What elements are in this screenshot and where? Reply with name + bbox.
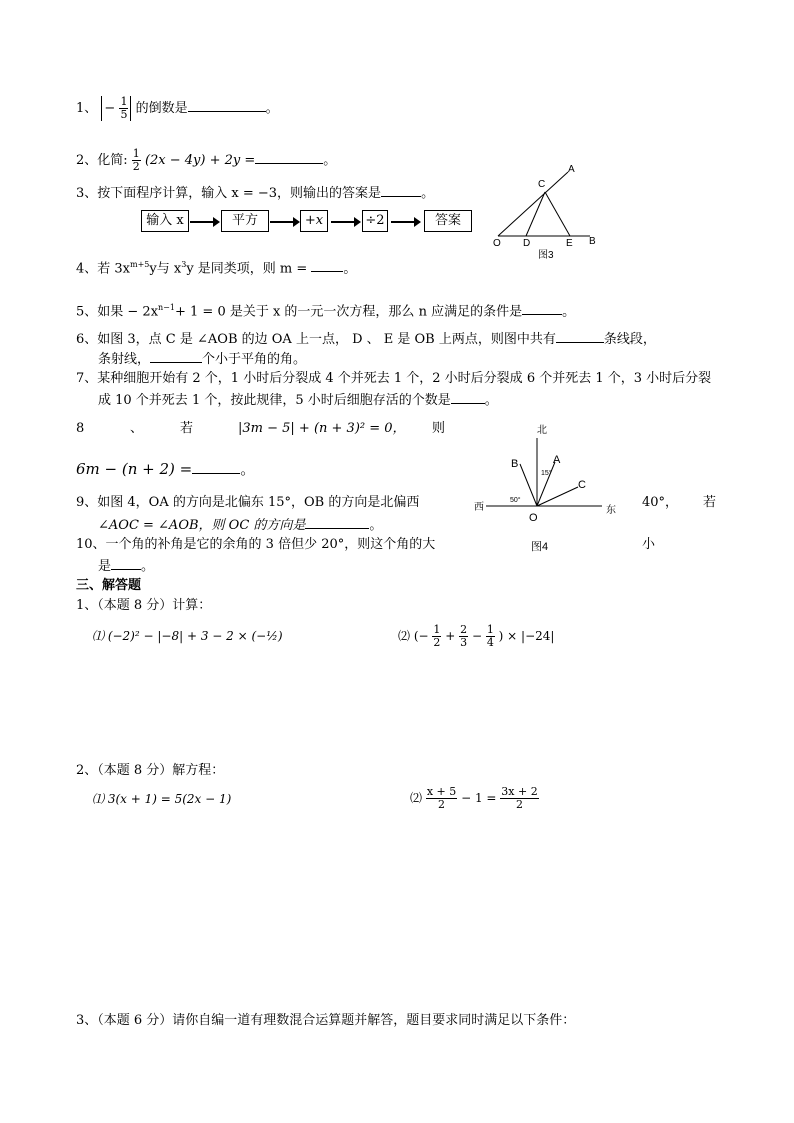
question-9-line2 <box>98 516 382 534</box>
p2b-mid: − 1 = <box>461 791 497 805</box>
problem-3-title: 3、（本题 6 分）请你自编一道有理数混合运算题并解答，题目要求同时满足以下条件： <box>76 1013 576 1028</box>
q4-sup: m+5 <box>130 260 150 269</box>
question-8-line2 <box>76 461 255 477</box>
q8-ruo: 若 <box>180 421 194 436</box>
section-3-heading: 三、解答题 <box>76 578 142 593</box>
flow-arrow-2 <box>270 221 294 223</box>
fig4-caption: 图4 <box>531 541 549 553</box>
question-2 <box>76 148 336 173</box>
fig3-label-B: B <box>589 236 596 247</box>
question-1 <box>76 96 279 121</box>
q2-number: 2、化简: <box>76 153 128 168</box>
p1b-plus: + <box>445 629 456 643</box>
q2-frac-num: 1 <box>132 147 140 160</box>
problem-2-title: 2、（本题 8 分）解方程： <box>76 763 225 778</box>
p1b-frac-1 <box>432 624 441 649</box>
q6-line2a: 条射线， <box>98 352 151 367</box>
question-6-line1 <box>76 330 656 348</box>
q1-frac-num: 1 <box>120 95 128 108</box>
p1b-frac-2 <box>459 624 468 649</box>
problem-2a: ⑴ 3(x + 1) = 5(2x − 1) <box>92 792 232 806</box>
q1-fraction <box>119 96 128 121</box>
flow-square-box: 平方 <box>221 210 269 232</box>
q2-frac-den: 2 <box>132 160 140 173</box>
problem-2b <box>410 786 539 811</box>
fig4-label-B: B <box>511 458 519 470</box>
fig3-label-C: C <box>538 179 546 190</box>
q5-text: 5、如果 − 2x <box>76 304 159 320</box>
q4-answer-blank <box>311 259 343 272</box>
flow-divide-box: ÷2 <box>362 210 388 232</box>
q6-angles-blank <box>150 350 202 363</box>
fig3-caption: 图3 <box>538 250 554 261</box>
q6-line2b: 个小于平角的角。 <box>202 352 307 367</box>
flow-arrow-3 <box>331 221 355 223</box>
flow-arrow-4 <box>391 221 415 223</box>
question-10-line2 <box>98 557 154 575</box>
figure-3 <box>488 160 608 264</box>
q10-xiao: 小 <box>642 537 656 552</box>
problem-1b <box>398 624 554 649</box>
fig3-label-E: E <box>566 238 573 249</box>
q7-answer-blank <box>451 391 485 404</box>
q7-end: 。 <box>484 393 498 408</box>
flow-arrow-1 <box>190 221 214 223</box>
q4-sup2: 3 <box>181 260 187 269</box>
p1b-f3-den: 4 <box>486 636 494 649</box>
p1b-frac-3 <box>486 624 495 649</box>
fig3-label-D: D <box>523 238 531 249</box>
p1b-f2-num: 2 <box>460 623 468 636</box>
q6-segments-blank <box>556 330 604 343</box>
q9-ruo: 若 <box>703 495 717 510</box>
q10-answer-blank <box>111 557 141 570</box>
q5-sup: n−1 <box>158 303 175 312</box>
q5-tail: + 1 = 0 是关于 x 的一元一次方程，那么 n 应满足的条件是 <box>174 304 523 320</box>
q6-line1b: 条线段， <box>603 332 656 347</box>
problem-1a: ⑴ (−2)² − |−8| + 3 − 2 × (−½) <box>92 629 283 643</box>
p1b-f2-den: 3 <box>460 636 468 649</box>
q1-minus: − <box>104 101 116 116</box>
q9-answer-blank <box>305 516 369 529</box>
fig4-angle-15: 15° <box>541 470 552 477</box>
q8-ze: 则 <box>432 421 446 436</box>
q2-end: 。 <box>323 153 337 168</box>
question-9-line1 <box>76 495 419 511</box>
p2b-frac-2 <box>500 786 538 811</box>
fig4-west: 西 <box>474 502 484 513</box>
q2-fraction <box>132 148 141 173</box>
question-7-line2 <box>98 391 498 409</box>
problem-1-title: 1、（本题 8 分）计算： <box>76 598 212 613</box>
p2b-f2-num: 3x + 2 <box>501 785 538 798</box>
q1-absolute-value <box>101 96 131 121</box>
p2b-f2-den: 2 <box>516 798 523 811</box>
q10-line2: 是 <box>98 559 112 574</box>
fig4-north: 北 <box>537 425 547 436</box>
fig4-angle-50: 50° <box>510 497 521 504</box>
p1b-f3-num: 1 <box>486 623 494 636</box>
p1b-minus: − <box>471 629 482 643</box>
q6-line1: 6、如图 3，点 C 是 ∠AOB 的边 OA 上一点， D 、 E 是 OB 上两点，则图中共有 <box>76 332 556 347</box>
fig4-east: 东 <box>606 505 616 516</box>
fig4-label-A: A <box>553 454 561 466</box>
q4-tail: y 是同类项，则 m = <box>186 261 308 277</box>
question-4 <box>76 257 356 277</box>
question-3 <box>76 184 434 202</box>
p2b-f1-den: 2 <box>438 798 446 811</box>
q3-answer-blank <box>381 184 421 197</box>
q3-end: 。 <box>421 186 435 201</box>
figure-4 <box>466 420 616 555</box>
flow-answer-box: 答案 <box>424 210 472 232</box>
p1b-tail: ) × |−24| <box>498 629 555 643</box>
q4-mid: y与 x <box>149 261 182 277</box>
flow-input-box: 输入 x <box>141 210 189 232</box>
fig4-label-C: C <box>578 479 586 491</box>
q1-end: 。 <box>265 101 279 116</box>
q1-number: 1、 <box>76 101 98 116</box>
q8-separator: 、 <box>130 421 144 436</box>
q7-line2: 成 10 个并死去 1 个，按此规律，5 小时后细胞存活的个数是 <box>98 393 451 408</box>
fig4-label-O: O <box>529 512 538 524</box>
q3-text: 3、按下面程序计算，输入 x = −3，则输出的答案是 <box>76 186 382 201</box>
flow-plus-x-box: +x <box>300 210 328 232</box>
q4-text: 4、若 3x <box>76 261 131 277</box>
p1b-prefix: ⑵ (− <box>398 629 429 643</box>
q1-text: 的倒数是 <box>135 101 188 116</box>
q8-answer-blank <box>192 461 240 474</box>
q8-end: 。 <box>240 460 256 478</box>
question-10-line1: 10、一个角的补角是它的余角的 3 倍但少 20°，则这个角的大 <box>76 537 436 552</box>
question-5 <box>76 300 575 320</box>
q2-answer-blank <box>255 151 323 164</box>
p2b-frac-1 <box>426 786 457 811</box>
p2b-f1-num: x + 5 <box>426 785 457 798</box>
p1b-f1-den: 2 <box>433 636 441 649</box>
q9-line1: 9、如图 4，OA 的方向是北偏东 15°，OB 的方向是北偏西 <box>76 495 420 510</box>
q8-expression: |3m − 5| + (n + 3)² = 0， <box>238 421 406 436</box>
question-6-line2 <box>98 350 306 368</box>
q9-end: 。 <box>369 518 383 533</box>
fig3-label-A: A <box>568 164 575 175</box>
q5-answer-blank <box>522 302 562 315</box>
p2b-prefix: ⑵ <box>410 791 423 805</box>
q8-line2: 6m − (n + 2) = <box>76 460 193 478</box>
p1b-f1-num: 1 <box>433 623 441 636</box>
q10-end: 。 <box>141 559 155 574</box>
q9-line2: ∠AOC = ∠AOB，则 OC 的方向是 <box>98 518 306 533</box>
q5-end: 。 <box>562 304 576 320</box>
q1-frac-den: 5 <box>120 108 128 121</box>
question-7-line1: 7、某种细胞开始有 2 个，1 小时后分裂成 4 个并死去 1 个，2 小时后分裂成 6 个并死去 1 个，3 小时后分裂 <box>76 371 712 386</box>
fig3-label-O: O <box>493 238 501 249</box>
q1-answer-blank <box>188 99 266 112</box>
q2-expression: (2x − 4y) + 2y = <box>144 153 256 168</box>
q4-end: 。 <box>343 261 357 277</box>
q9-degree: 40°， <box>642 495 679 510</box>
q8-number: 8 <box>76 421 85 436</box>
